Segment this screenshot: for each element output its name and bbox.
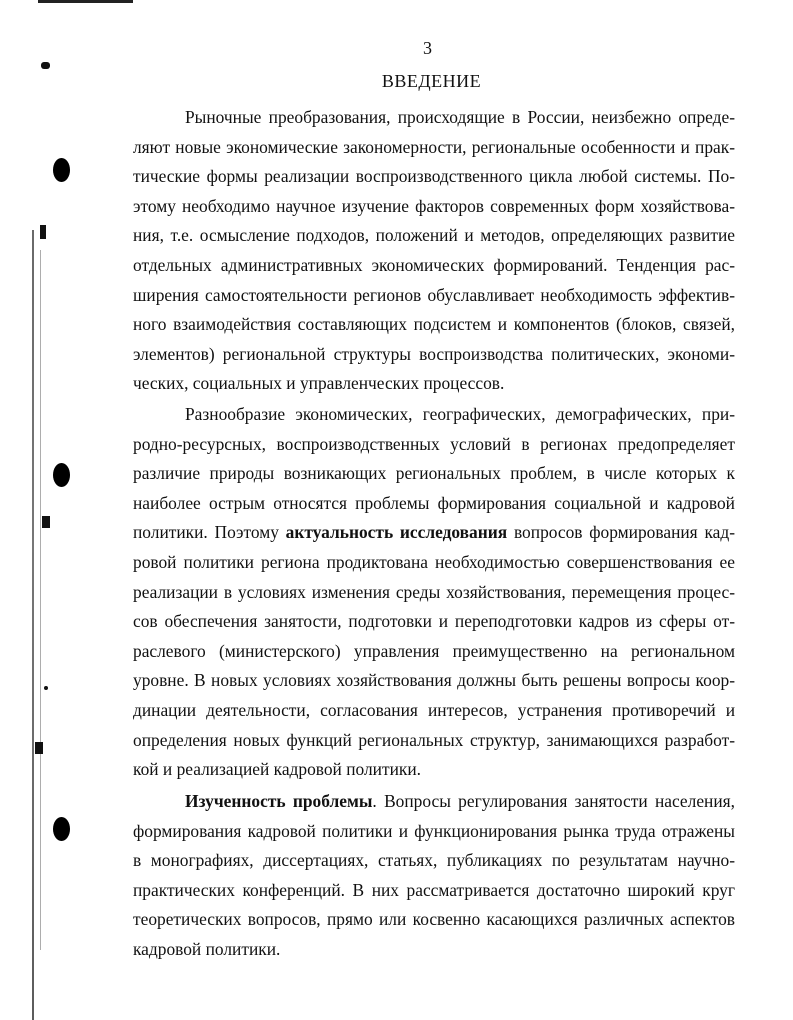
text-line: ровой политики региона продиктована необходимостью совершенствования ее	[133, 551, 735, 572]
scan-speck	[35, 742, 43, 754]
text-line: ния, т.е. осмысление подходов, положений и методов, определяющих развитие	[133, 225, 735, 246]
scan-speck	[44, 686, 48, 690]
binder-hole	[53, 463, 70, 487]
paragraph-3	[133, 787, 735, 965]
scan-edge-mark	[38, 0, 133, 3]
text-line: ческих, социальных и управленческих процессов.	[133, 373, 505, 394]
text-line: Разнообразие экономических, географических, демографических, при-	[185, 404, 735, 424]
text-line: уровне. В новых условиях хозяйствования должны быть решены вопросы коор-	[133, 670, 735, 691]
text-line: реализации в условиях изменения среды хозяйствования, перемещения процес-	[133, 581, 735, 602]
text-line: тические формы реализации воспроизводственного цикла любой системы. По-	[133, 166, 735, 187]
text-line-with-term	[133, 787, 735, 817]
bold-term-study: Изученность проблемы	[185, 791, 373, 811]
text-line: формирования кадровой политики и функционирования рынка труда отражены	[133, 820, 735, 841]
text-line: ного взаимодействия составляющих подсистем и компонентов (блоков, связей,	[133, 314, 735, 335]
line-end: вопросов формирования кад-	[513, 522, 735, 543]
scan-speck	[42, 516, 50, 528]
text-line: теоретических вопросов, прямо или косвенно касающихся различных аспектов	[133, 909, 735, 930]
text-line: ляют новые экономические закономерности, региональные особенности и прак-	[133, 136, 735, 157]
binder-hole	[53, 158, 70, 182]
paragraph-1	[133, 103, 735, 399]
text-line: кой и реализацией кадровой политики.	[133, 759, 421, 780]
section-heading: ВВЕДЕНИЕ	[381, 71, 482, 91]
line-rest: . Вопросы регулирования занятости населения,	[372, 791, 735, 811]
text-line: в монографиях, диссертациях, статьях, публикациях по результатам научно-	[133, 850, 735, 871]
binder-hole	[53, 817, 70, 841]
text-line: сов обеспечения занятости, подготовки и переподготовки кадров из сферы от-	[133, 611, 735, 632]
bold-term-relevance: актуальность исследования	[285, 522, 508, 543]
text-line: различие природы возникающих региональных проблем, в числе которых к	[133, 463, 735, 484]
text-line-with-term	[133, 518, 735, 548]
text-line: практических конференций. В них рассматривается достаточно широкий круг	[133, 879, 735, 900]
scan-speck	[40, 225, 46, 239]
text-line: родно-ресурсных, воспроизводственных условий в регионах предопределяет	[133, 433, 735, 454]
text-line: отдельных административных экономических формирований. Тенденция рас-	[133, 254, 735, 275]
scan-left-edge-inner	[40, 250, 41, 950]
scan-left-edge	[32, 230, 34, 1020]
text-line: наиболее острым относятся проблемы формирования социальной и кадровой	[133, 492, 735, 513]
text-line: этому необходимо научное изучение факторов современных форм хозяйствова-	[133, 195, 735, 216]
text-line: динации деятельности, согласования интересов, устранения противоречий и	[133, 699, 735, 720]
text-line: определения новых функций региональных структур, занимающихся разработ-	[133, 729, 735, 750]
paragraph-2	[133, 400, 735, 785]
text-line: Рыночные преобразования, происходящие в России, неизбежно опреде-	[185, 107, 735, 127]
scan-speck	[41, 62, 50, 69]
line-start: политики. Поэтому	[133, 522, 279, 543]
text-line: раслевого (министерского) управления преимущественно на региональном	[133, 640, 735, 661]
text-line: элементов) региональной структуры воспроизводства политических, экономи-	[133, 343, 735, 364]
text-line: ширения самостоятельности регионов обуславливает необходимость эффектив-	[133, 284, 735, 305]
page-number: 3	[423, 38, 432, 58]
text-line: кадровой политики.	[133, 938, 281, 959]
